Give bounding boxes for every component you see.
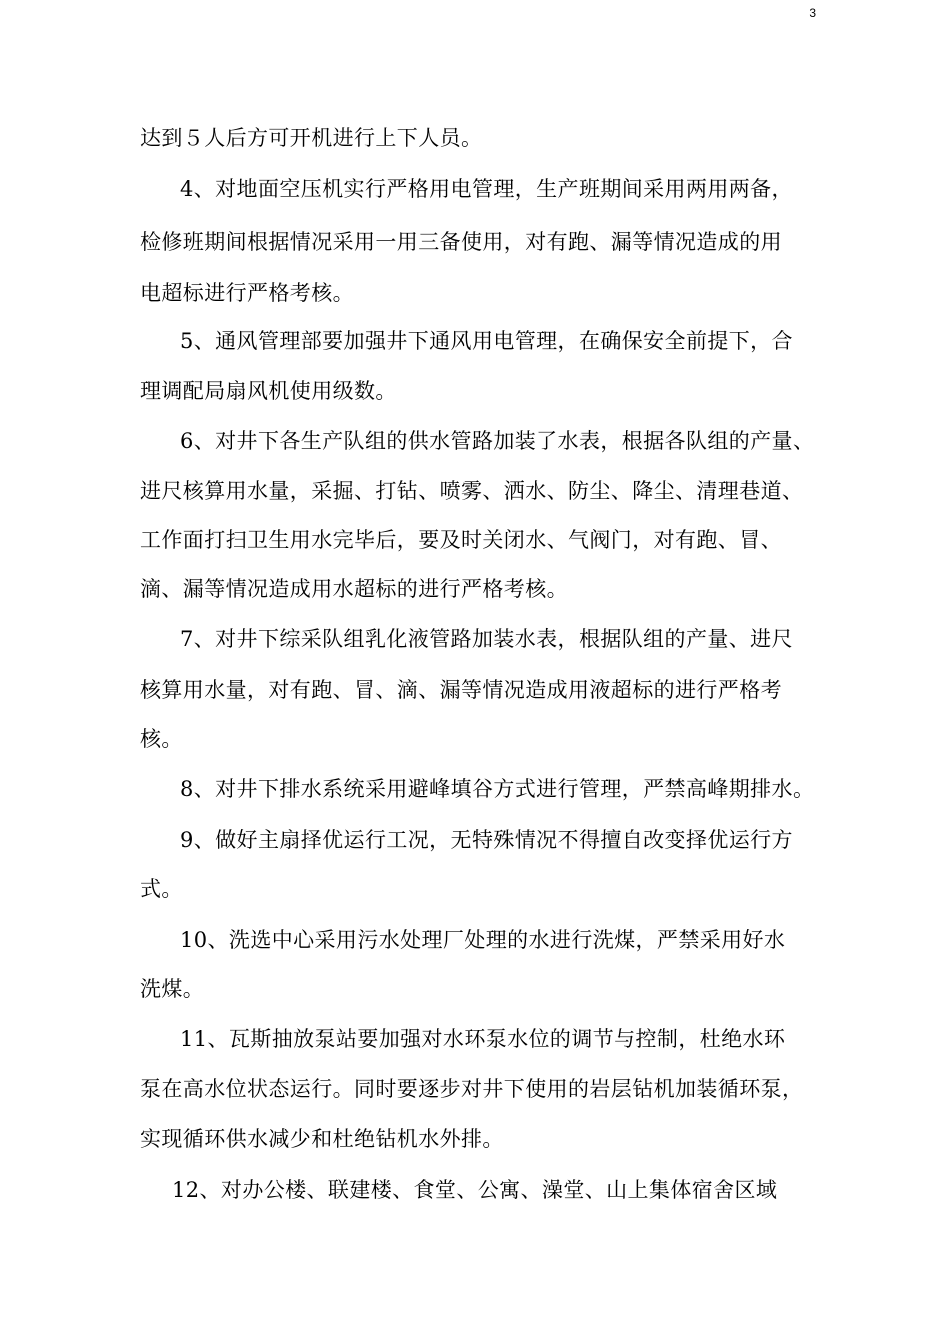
- page-number: 3: [809, 6, 816, 20]
- body-line: 滴、漏等情况造成用水超标的进行严格考核。: [140, 577, 568, 601]
- body-line: 洗煤。: [140, 977, 205, 1001]
- body-line: 理调配局扇风机使用级数。: [140, 379, 397, 403]
- body-line: 4、对地面空压机实行严格用电管理，生产班期间采用两用两备，: [180, 177, 793, 201]
- body-line: 11、瓦斯抽放泵站要加强对水环泵水位的调节与控制，杜绝水环: [180, 1027, 786, 1051]
- body-line: 进尺核算用水量，采掘、打钻、喷雾、洒水、防尘、降尘、清理巷道、: [140, 479, 804, 503]
- body-line: 9、做好主扇择优运行工况，无特殊情况不得擅自改变择优运行方: [180, 828, 793, 852]
- body-line: 检修班期间根据情况采用一用三备使用，对有跑、漏等情况造成的用: [140, 230, 782, 254]
- body-line: 12、对办公楼、联建楼、食堂、公寓、澡堂、山上集体宿舍区域: [172, 1178, 778, 1202]
- body-line: 泵在高水位状态运行。同时要逐步对井下使用的岩层钻机加装循环泵，: [140, 1077, 804, 1101]
- body-line: 达到５人后方可开机进行上下人员。: [140, 126, 483, 150]
- body-line: 核。: [140, 727, 183, 751]
- body-line: 电超标进行严格考核。: [140, 281, 354, 305]
- body-line: 10、洗选中心采用污水处理厂处理的水进行洗煤，严禁采用好水: [180, 928, 786, 952]
- body-line: 6、对井下各生产队组的供水管路加装了水表，根据各队组的产量、: [180, 429, 815, 453]
- body-line: 工作面打扫卫生用水完毕后，要及时关闭水、气阀门，对有跑、冒、: [140, 528, 782, 552]
- body-line: 5、通风管理部要加强井下通风用电管理，在确保安全前提下，合: [180, 329, 793, 353]
- body-line: 实现循环供水减少和杜绝钻机水外排。: [140, 1127, 504, 1151]
- body-line: 8、对井下排水系统采用避峰填谷方式进行管理，严禁高峰期排水。: [180, 777, 815, 801]
- body-line: 7、对井下综采队组乳化液管路加装水表，根据队组的产量、进尺: [180, 627, 793, 651]
- body-line: 式。: [140, 877, 183, 901]
- body-line: 核算用水量，对有跑、冒、滴、漏等情况造成用液超标的进行严格考: [140, 678, 782, 702]
